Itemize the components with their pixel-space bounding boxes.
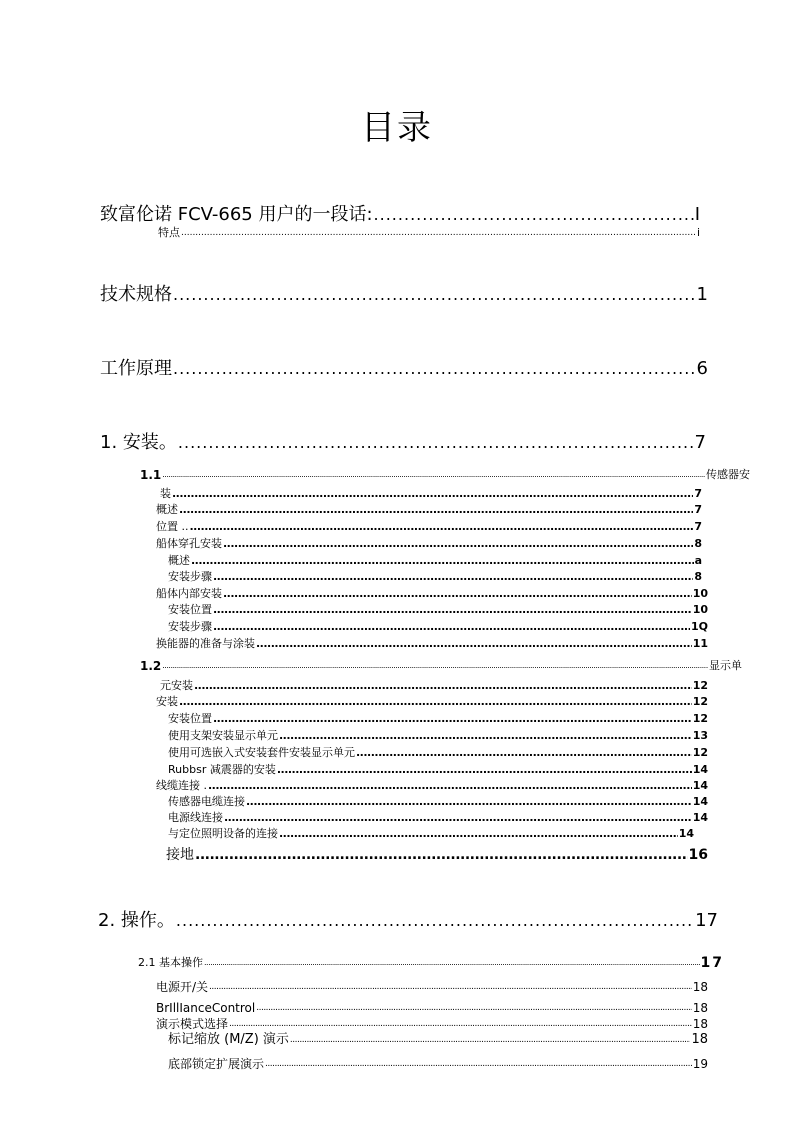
toc-entry-th-steps[interactable] <box>168 570 702 584</box>
toc-entry-chapter-2[interactable] <box>98 910 718 932</box>
toc-label: 1.1 <box>140 468 162 482</box>
toc-label: 概述 <box>168 554 190 567</box>
toc-label: 概述 <box>156 503 178 516</box>
toc-page: 7 <box>694 520 702 533</box>
toc-page: 12 <box>692 679 708 692</box>
toc-label: 1. 安装。 <box>100 432 177 453</box>
toc-label: 2.1 基本操作 <box>138 956 203 969</box>
toc-entry-install[interactable] <box>156 695 708 709</box>
toc-entry-flush-mount[interactable] <box>168 746 708 760</box>
toc-page: 7 <box>694 432 706 453</box>
toc-page: 12 <box>692 746 708 759</box>
toc-page: a <box>694 554 702 567</box>
toc-page: 10 <box>692 587 708 600</box>
toc-entry-brilliance[interactable] <box>156 1000 708 1016</box>
toc-entry-zoom[interactable] <box>168 1032 708 1048</box>
toc-page: 18 <box>692 1001 708 1015</box>
toc-page: 14 <box>678 827 694 840</box>
toc-page: 13 <box>692 729 708 742</box>
toc-label: 特点 <box>158 226 180 239</box>
toc-entry-foreword[interactable] <box>100 204 700 226</box>
toc-page: 16 <box>688 847 708 863</box>
toc-page: 10 <box>692 603 708 616</box>
toc-label: 使用可选嵌入式安装套件安装显示单元 <box>168 746 355 759</box>
toc-page: I <box>694 204 700 225</box>
toc-entry-in-hull[interactable] <box>156 587 708 601</box>
toc-page: 14 <box>692 779 708 792</box>
toc-page: 1 <box>696 284 708 305</box>
toc-label: Rubbsr 减震器的安装 <box>168 763 276 776</box>
toc-label: 与定位照明设备的连接 <box>168 827 278 840</box>
toc-page: 17 <box>695 910 718 931</box>
toc-page: 14 <box>692 811 708 824</box>
toc-page: 19 <box>692 1057 708 1071</box>
toc-entry-nav-lights[interactable] <box>168 827 694 841</box>
toc-label: 标记缩放 (M/Z) 演示 <box>168 1032 289 1047</box>
toc-page: i <box>696 226 700 239</box>
toc-entry-ground[interactable] <box>166 846 708 864</box>
toc-page: 17 <box>700 955 724 971</box>
toc-label: 接地 <box>166 847 194 863</box>
toc-label: 工作原理 <box>100 358 172 379</box>
toc-entry-th-overview[interactable] <box>168 554 702 568</box>
toc-label: 船体内部安装 <box>156 587 222 600</box>
toc-page: 11 <box>692 637 708 650</box>
toc-entry-specs[interactable] <box>100 284 708 306</box>
toc-entry-ih-steps[interactable] <box>168 620 708 634</box>
toc-label: 安装步骤 <box>168 620 212 633</box>
toc-page: 8 <box>694 537 702 550</box>
toc-label: 电源开/关 <box>156 980 209 994</box>
toc-label: 线缆连接 . <box>156 779 207 792</box>
toc-label: 传感器电缆连接 <box>168 795 245 808</box>
toc-page: 18 <box>692 1017 708 1031</box>
toc-entry-wiring[interactable] <box>156 779 708 793</box>
toc-entry-through-hull[interactable] <box>156 537 702 551</box>
toc-label: 安装位置 <box>168 603 212 616</box>
toc-page: 7 <box>694 503 702 516</box>
toc-label: 船体穿孔安装 <box>156 537 222 550</box>
toc-entry-power-cable[interactable] <box>168 811 708 825</box>
toc-entry-bottom-lock[interactable] <box>168 1056 708 1072</box>
toc-entry-install-location[interactable] <box>168 712 708 726</box>
toc-page: 7 <box>694 487 702 500</box>
toc-label: 电源线连接 <box>168 811 223 824</box>
toc-entry-principle[interactable] <box>100 358 708 380</box>
toc-entry-bracket[interactable] <box>168 729 708 743</box>
toc-entry-features[interactable] <box>158 226 700 240</box>
toc-label: BrIllIanceControl <box>156 1001 256 1015</box>
toc-entry-display-install[interactable] <box>160 679 708 693</box>
toc-entry-rubber[interactable] <box>168 763 708 777</box>
toc-label: 致富伦诺 FCV-665 用户的一段话: <box>100 204 373 225</box>
toc-label: 位置 .. <box>156 520 189 533</box>
toc-page: 8 <box>694 570 702 583</box>
toc-page: 14 <box>692 795 708 808</box>
toc-page: 1Q <box>690 620 708 633</box>
toc-entry-power[interactable] <box>156 979 708 995</box>
toc-page: 14 <box>692 763 708 776</box>
toc-label: 安装步骤 <box>168 570 212 583</box>
toc-page: 6 <box>696 358 708 379</box>
toc-page: 12 <box>692 695 708 708</box>
toc-label: 使用支架安装显示单元 <box>168 729 278 742</box>
toc-entry-sensor-cable[interactable] <box>168 795 708 809</box>
toc-label: 底部锁定扩展演示 <box>168 1057 265 1071</box>
toc-section-1-1[interactable] <box>140 468 750 482</box>
toc-entry-location[interactable] <box>156 520 702 534</box>
toc-entry-overview[interactable] <box>156 503 702 517</box>
toc-label: 装 <box>160 487 171 500</box>
toc-label: 2. 操作。 <box>98 910 175 931</box>
toc-label: 演示模式选择 <box>156 1017 229 1031</box>
toc-label: 安装 <box>156 695 178 708</box>
toc-label: 元安装 <box>160 679 193 692</box>
toc-entry-chapter-1[interactable] <box>100 432 706 454</box>
toc-entry-transducer-prep[interactable] <box>156 637 708 651</box>
toc-label: 技术规格 <box>100 284 172 305</box>
toc-label: 安装位置 <box>168 712 212 725</box>
toc-section-2-1[interactable] <box>138 956 724 970</box>
toc-label-tail: 显示单 <box>709 659 742 672</box>
page-title: 目录 <box>361 108 433 148</box>
toc-entry-transducer-install[interactable] <box>160 487 702 501</box>
toc-label: 换能器的准备与涂装 <box>156 637 255 650</box>
toc-label-tail: 传感器安 <box>706 468 750 481</box>
toc-page: 12 <box>692 712 708 725</box>
toc-page: 18 <box>691 1032 708 1047</box>
toc-section-1-2[interactable] <box>140 659 742 673</box>
toc-label: 1.2 <box>140 659 162 673</box>
toc-page: 18 <box>692 980 708 994</box>
toc-entry-demo[interactable] <box>156 1016 708 1032</box>
toc-entry-ih-location[interactable] <box>168 603 708 617</box>
